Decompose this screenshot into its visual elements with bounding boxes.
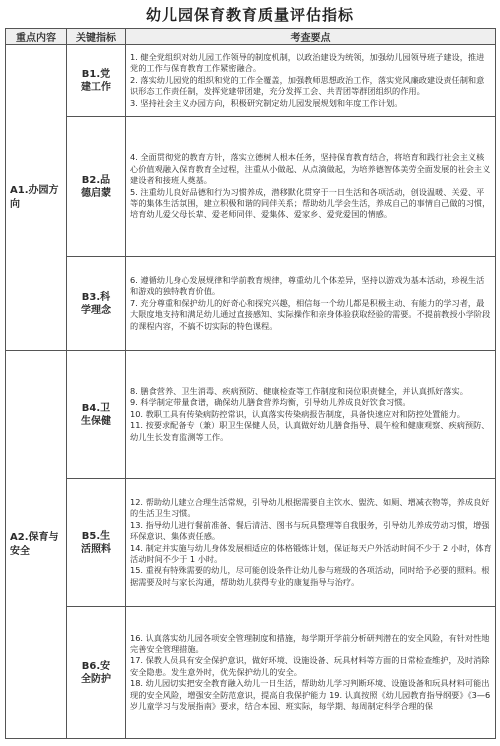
indicator-cell-b2 [67, 117, 126, 257]
point-item: 18. 幼儿园切实把安全教育融入幼儿一日生活，帮助幼儿学习判断环境、设施设备和玩具材料可能出现的安全风险，增强安全防范意识，提高自我保护能力 19. 认真按照《幼儿园教育指导纲要》《3—6 岁儿童学习与发展指南》要求，结合本园、班实际，每学期、每周制定科学合理的保 [130, 678, 491, 712]
table-row [6, 479, 496, 607]
points-cell-b6 [126, 607, 496, 739]
point-item: 16. 认真落实幼儿园各项安全管理制度和措施，每学期开学前分析研判潜在的安全风险，有针对性地完善安全管理措施。 [130, 632, 490, 654]
area-cell-a1: A1.办园方向 [6, 45, 67, 351]
point-item: 17. 保教人员具有安全保护意识，做好环境、设施设备、玩具材料等方面的日常检查维护，及时消除安全隐患。发生意外时，优先保护幼儿的安全。 [130, 655, 490, 677]
area-cell-a2: A2.保育与安全 [6, 351, 67, 739]
indicator-label: B6.安全防护 [81, 660, 111, 685]
points-cell-b3 [126, 257, 496, 351]
points-cell-b5 [126, 479, 496, 607]
point-item: 12. 帮助幼儿建立合理生活常规，引导幼儿根据需要自主饮水、盥洗、如厕、增减衣物等，养成良好的生活卫生习惯。 [130, 496, 490, 519]
header-indicator: 关键指标 [67, 29, 126, 45]
point-item: 13. 指导幼儿进行餐前准备、餐后清洁、图书与玩具整理等自我服务，引导幼儿养成劳动习惯，增强环保意识、集体责任感。 [130, 519, 490, 542]
table-row [6, 45, 496, 117]
points-cell-b1 [126, 45, 496, 117]
point-item: 8. 膳食营养、卫生消毒、疾病预防、健康检查等工作制度和岗位职责健全，并认真抓好落实。 [130, 385, 468, 396]
header-area: 重点内容 [6, 29, 67, 45]
point-item: 9. 科学制定带量食谱，确保幼儿膳食营养均衡，引导幼儿养成良好饮食习惯。 [130, 397, 411, 408]
indicator-cell-b5 [67, 479, 126, 607]
point-item: 3. 坚持社会主义办园方向，积极研究制定幼儿园发展规划和年度工作计划。 [130, 97, 403, 108]
point-item: 4. 全面贯彻党的教育方针，落实立德树人根本任务，坚持保育教育结合，将培育和践行社会主义核心价值观融入保育教育全过程，注重从小做起、从点滴做起，为培养德智体美劳全面发展的社会主义建设者和接班人奠基。 [130, 152, 491, 186]
indicator-label: B3.科学理念 [81, 291, 111, 316]
table-row [6, 351, 496, 479]
evaluation-table [5, 28, 496, 739]
indicator-cell-b6 [67, 607, 126, 739]
point-item: 6. 遵循幼儿身心发展规律和学前教育规律，尊重幼儿个体差异，坚持以游戏为基本活动，珍视生活和游戏的独特教育价值。 [130, 274, 485, 297]
indicator-cell-b4 [67, 351, 126, 479]
point-item: 10. 教职工具有传染病防控常识，认真落实传染病报告制度，具备快速应对和防控处置能力。 [130, 408, 465, 419]
table-row [6, 607, 496, 739]
indicator-cell-b3 [67, 257, 126, 351]
point-item: 7. 充分尊重和保护幼儿的好奇心和探究兴趣，相信每一个幼儿都是积极主动、有能力的学习者，最大限度地支持和满足幼儿通过直接感知、实际操作和亲身体验获取经验的需要。不提前教授小学阶段的课程内容，不搞不切实际的特色课程。 [130, 297, 491, 331]
point-item: 1. 健全党组织对幼儿园工作领导的制度机制，以政治建设为统领，加强幼儿园领导班子建设，推进党的工作与保育教育工作紧密融合。 [130, 51, 485, 74]
indicator-label: B1.党建工作 [81, 68, 111, 93]
point-item: 11. 按要求配备专（兼）职卫生保健人员，认真做好幼儿膳食指导、晨午检和健康观察、疾病预防、幼儿生长发育监测等工作。 [130, 420, 490, 442]
table-header-row [6, 29, 496, 45]
table-row [6, 117, 496, 257]
indicator-label: B2.品德启蒙 [81, 174, 111, 199]
document-title: 幼儿园保育教育质量评估指标 [145, 6, 354, 24]
indicator-label: B4.卫生保健 [81, 402, 111, 427]
indicator-label: B5.生活照料 [81, 530, 111, 555]
indicator-cell-b1 [67, 45, 126, 117]
table-row [6, 257, 496, 351]
point-item: 14. 制定并实施与幼儿身体发展相适应的体格锻炼计划，保证每天户外活动时间不少于 2 小时，体育活动时间不少于 1 小时。 [130, 542, 492, 564]
point-item: 15. 重视有特殊需要的幼儿，尽可能创设条件让幼儿参与班级的各项活动，同时给予必要的照料。根据需要及时与家长沟通，帮助幼儿获得专业的康复指导与治疗。 [130, 565, 490, 587]
point-item: 2. 落实幼儿园党的组织和党的工作全覆盖，加强教师思想政治工作，落实党风廉政建设责任制和意识形态工作责任制，发挥党建带团建，充分发挥工会、共青团等群团组织的作用。 [130, 74, 485, 97]
point-item: 5. 注重幼儿良好品德和行为习惯养成，潜移默化贯穿于一日生活和各项活动，创设温暖、关爱、平等的集体生活氛围，建立积极和谐的同伴关系；帮助幼儿学会生活，养成自己的事情自己做的习惯，培育幼儿爱父母长辈、爱老师同伴、爱集体、爱家乡、爱党爱国的情感。 [130, 186, 491, 220]
points-cell-b2 [126, 117, 496, 257]
points-cell-b4 [126, 351, 496, 479]
header-points: 考查要点 [126, 29, 496, 45]
